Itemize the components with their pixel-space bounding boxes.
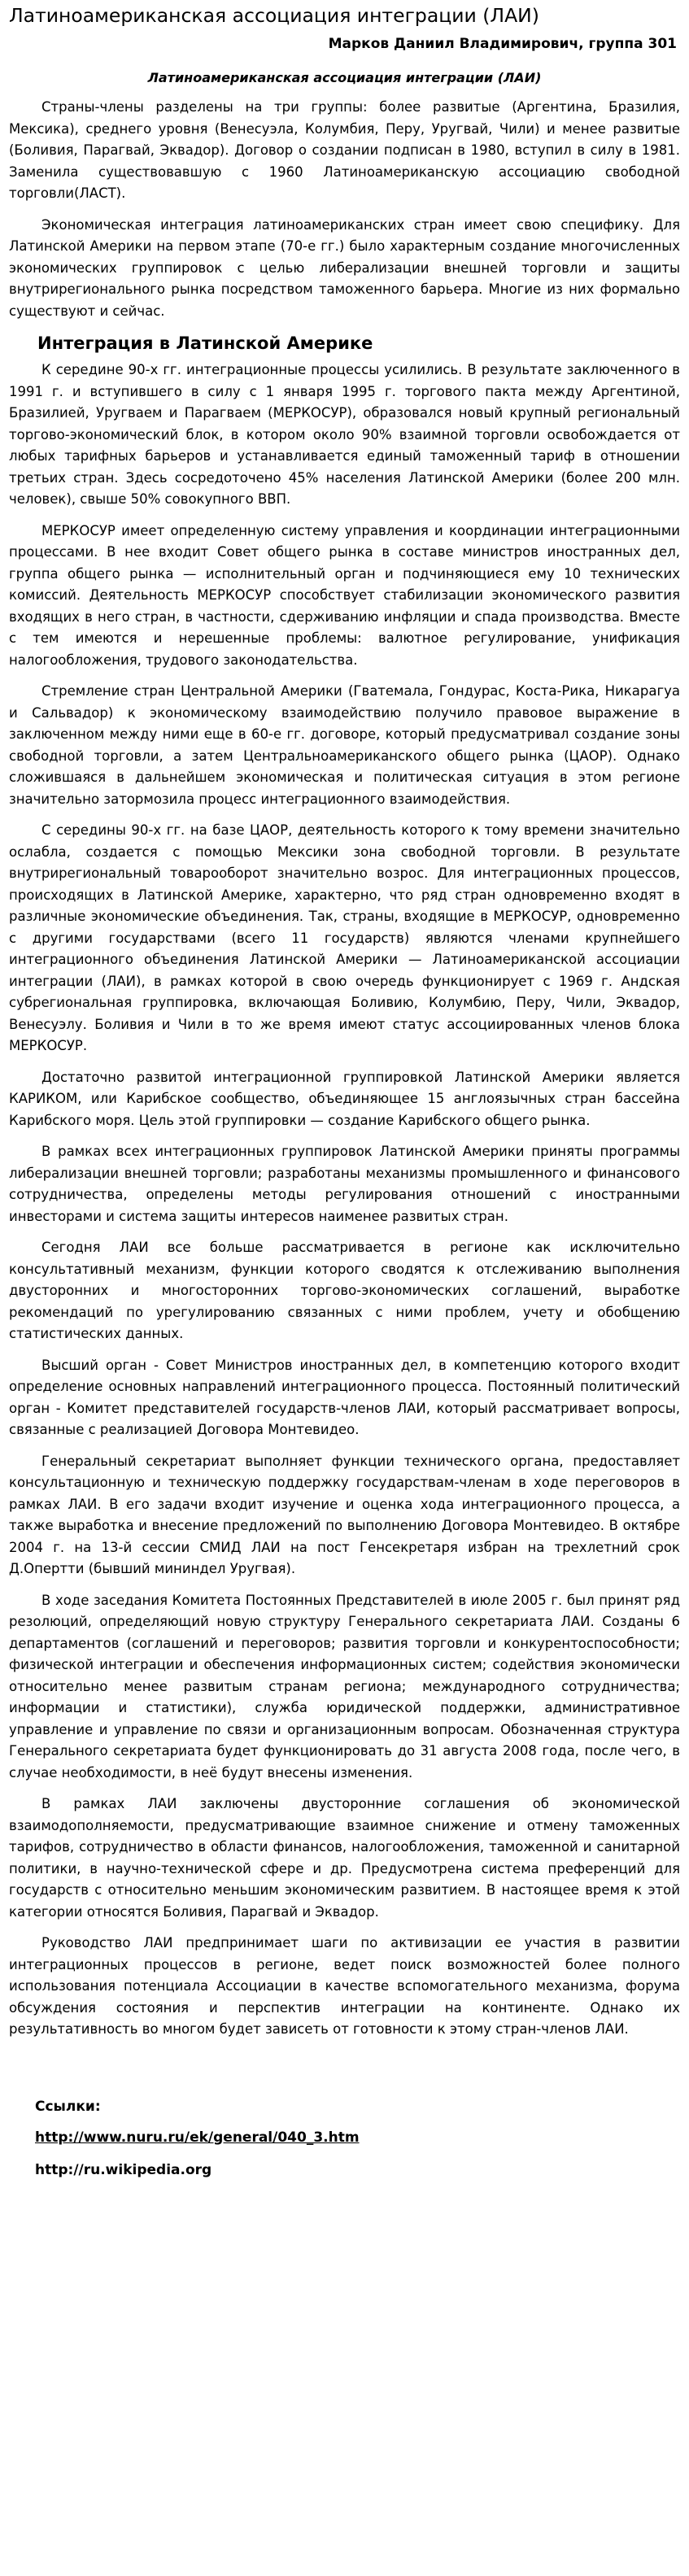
paragraph-specifics: Экономическая интеграция латиноамериканских стран имеет свою специфику. Для Латинской Америки на первом этапе (70-е гг.) было характерным создание многочисленных экономических группировок с целью либерализации внешней торговли и защиты внутрирегионального рынка посредством таможенного барьера. Многие из них формально существуют и сейчас. [9, 216, 680, 319]
paragraph-liberalization: В рамках всех интеграционных группировок Латинской Америки приняты программы либерализации внешней торговли; разработаны механизмы промышленного и финансового сотрудничества, определены методы регулирования отношений с иностранными инвесторами и система защиты интересов наименее развитых стран. [9, 1144, 680, 1224]
reference-link-nuru[interactable]: http://www.nuru.ru/ek/general/040_3.htm [35, 2129, 360, 2146]
references-section [9, 2098, 680, 2179]
paragraph-members: Страны-члены разделены на три группы: более развитые (Аргентина, Бразилия, Мексика), среднего уровня (Венесуэла, Колумбия, Перу, Уругвай, Чили) и менее развитые (Боливия, Парагвай, Эквадор). Договор о создании подписан в 1980, вступил в силу в 1981. Заменила существовавшую с 1960 Латиноамериканскую ассоциацию свободной торговли(ЛАСТ). [9, 99, 680, 201]
paragraph-agreements: В рамках ЛАИ заключены двусторонние соглашения об экономической взаимодополняемости, предусматривающие взаимное снижение и отмену таможенных тарифов, сотрудничество в области финансов, налогообложения, таможенной и санитарной политики, в научно-технической сфере и др. Предусмотрена система преференций для государств с относительно меньшим экономическим развитием. В настоящее время к этой категории относятся Боливия, Парагвай и Эквадор. [9, 1796, 680, 1920]
paragraph-structure: В ходе заседания Комитета Постоянных Представителей в июле 2005 г. был принят ряд резолюций, определяющий новую структуру Генерального секретариата ЛАИ. Созданы 6 департаментов (соглашений и переговоров; развития торговли и конкурентоспособности; физической интеграции и обеспечения информационных систем; содействия экономически относительно менее развитым странам региона; международного сотрудничества; информации и статистики), служба юридической поддержки, административное управление и управление по связи и организационным вопросам. Обозначенная структура Генерального секретариата будет функционировать до 31 августа 2008 года, после чего, в случае необходимости, в неё будут внесены изменения. [9, 1592, 680, 1781]
paragraph-lai-today: Сегодня ЛАИ все больше рассматривается в регионе как исключительно консультативный механизм, функции которого сводятся к отслеживанию выполнения двусторонних и многосторонних торгово-экономических соглашений, выработке рекомендаций по урегулированию связанных с ними проблем, учету и обобщению статистических данных. [9, 1240, 680, 1341]
reference-link-wikipedia[interactable]: http://ru.wikipedia.org [35, 2161, 212, 2178]
author-line: Марков Даниил Владимирович, группа 301 [328, 36, 677, 52]
paragraph-caor-lai: С середины 90-х гг. на базе ЦАОР, деятельность которого к тому времени значительно ослабла, создается с помощью Мексики зона свободной торговли. В результате внутрирегиональный товарооборот значительно возрос. Для интеграционных процессов, происходящих в Латинской Америке, характерно, что ряд стран одновременно входят в различные экономические объединения. Так, страны, входящие в МЕРКОСУР, одновременно с другими государствами (всего 11 государств) являются членами крупнейшего интеграционного объединения Латинской Америки — Латиноамериканской ассоциации интеграции (ЛАИ), в рамках которой в свою очередь функционирует с 1969 г. Андская субрегиональная группировка, включающая Боливию, Колумбию, Перу, Чили, Эквадор, Венесуэлу. Боливия и Чили в то же время имеют статус ассоциированных членов блока МЕРКОСУР. [9, 822, 680, 1053]
paragraph-leadership: Руководство ЛАИ предпринимает шаги по активизации ее участия в развитии интеграционных процессов в регионе, ведет поиск возможностей более полного использования потенциала Ассоциации в качестве вспомогательного механизма, форума обсуждения состояния и перспектив интеграции на континенте. Однако их результативность во многом будет зависеть от готовности к этому стран-членов ЛАИ. [9, 1935, 680, 2037]
paragraph-secretariat: Генеральный секретариат выполняет функции технического органа, предоставляет консультационную и техническую поддержку государствам-членам в ходе переговоров в рамках ЛАИ. В его задачи входит изучение и оценка хода интеграционного процесса, а также выработка и внесение предложений по выполнению Договора Монтевидео. В октябре 2004 г. на 13-й сессии СМИД ЛАИ на пост Генсекретаря избран на трехлетний срок Д.Опертти (бывший мининдел Уругвая). [9, 1453, 680, 1576]
page-title: Латиноамериканская ассоциация интеграции (ЛАИ) [9, 4, 539, 27]
paragraph-central-america: Стремление стран Центральной Америки (Гватемала, Гондурас, Коста-Рика, Никарагуа и Сальвадор) к экономическому взаимодействию получило правовое выражение в заключенном между ними еще в 60-е гг. договоре, который предусматривал создание зоны свободной торговли, а затем Центральноамериканского общего рынка (ЦАОР). Однако сложившаяся в дальнейшем экономическая и политическая ситуация в этом регионе значительно затормозила процесс интеграционного взаимодействия. [9, 683, 680, 807]
paragraph-caricom: Достаточно развитой интеграционной группировкой Латинской Америки является КАРИКОМ, или Карибское сообщество, объединяющее 15 англоязычных стран бассейна Карибского моря. Цель этой группировки — создание Карибского общего рынка. [9, 1069, 680, 1128]
section-heading: Интеграция в Латинской Америке [37, 333, 373, 353]
paragraph-mercosur-governance: МЕРКОСУР имеет определенную систему управления и координации интеграционными процессами. В нее входит Совет общего рынка в составе министров иностранных дел, группа общего рынка — исполнительный орган и подчиняющиеся ему 10 технических комиссий. Деятельность МЕРКОСУР способствует стабилизации экономического развития входящих в него стран, в частности, сдерживанию инфляции и спада производства. Вместе с тем имеются и нерешенные проблемы: валютное регулирование, унификация налогообложения, трудового законодательства. [9, 522, 680, 668]
references-title: Ссылки: [35, 2098, 101, 2115]
paragraph-supreme-body: Высший орган - Совет Министров иностранных дел, в компетенцию которого входит определение основных направлений интеграционного процесса. Постоянный политический орган - Комитет представителей государств-членов ЛАИ, который рассматривает вопросы, связанные с реализацией Договора Монтевидео. [9, 1357, 680, 1437]
paragraph-mercosur-pact: К середине 90-х гг. интеграционные процессы усилились. В результате заключенного в 1991 г. и вступившего в силу с 1 января 1995 г. торгового пакта между Аргентиной, Бразилией, Уругваем и Парагваем (МЕРКОСУР), образовался новый крупный региональный торгово-экономический блок, в котором около 90% взаимной торговли освобождается от любых тарифных барьеров и устанавливается единый таможенный тариф в отношении третьих стран. Здесь сосредоточено 45% населения Латинской Америки (более 200 млн. человек), свыше 50% совокупного ВВП. [9, 362, 680, 507]
document-subtitle: Латиноамериканская ассоциация интеграции (ЛАИ) [147, 70, 542, 85]
